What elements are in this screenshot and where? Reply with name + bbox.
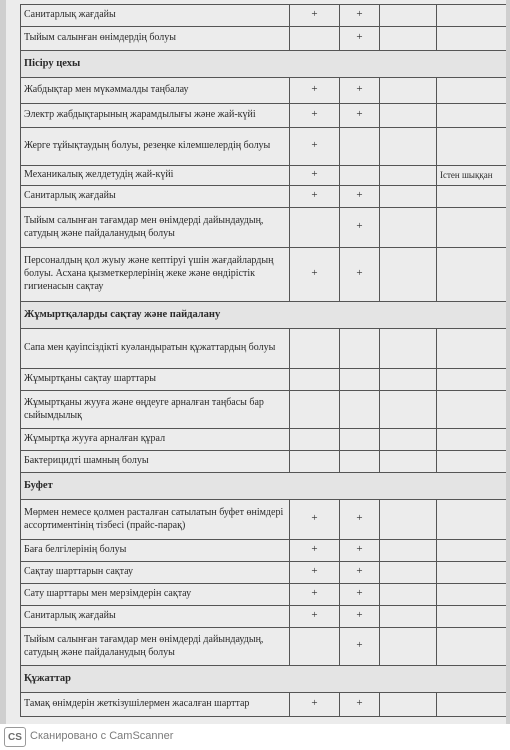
- mark-cell-1: [290, 391, 340, 429]
- mark-cell-1: [290, 369, 340, 391]
- row-label: Баға белгілерінің болуы: [21, 540, 290, 562]
- note-cell: [437, 540, 507, 562]
- section-title: Буфет: [21, 473, 507, 500]
- table-row: [21, 540, 507, 562]
- note-cell: [437, 369, 507, 391]
- note-cell: Істен шыққан: [437, 166, 507, 186]
- mark-cell-1: [290, 186, 340, 208]
- mark-cell-1: [290, 562, 340, 584]
- mark-cell-1: [290, 104, 340, 128]
- note-cell: [437, 451, 507, 473]
- table-row: [21, 693, 507, 717]
- plus-mark: +: [356, 220, 363, 233]
- mark-cell-2: [340, 391, 380, 429]
- row-label: Тыйым салынған өнімдердің болуы: [21, 27, 290, 51]
- plus-mark: +: [356, 108, 363, 121]
- mark-cell-3: [380, 369, 437, 391]
- plus-mark: +: [356, 8, 363, 21]
- plus-mark: +: [356, 543, 363, 556]
- section-header-row: [21, 302, 507, 329]
- mark-cell-2: [340, 128, 380, 166]
- mark-cell-3: [380, 628, 437, 666]
- mark-cell-1: [290, 78, 340, 104]
- table-row: [21, 500, 507, 540]
- mark-cell-1: [290, 128, 340, 166]
- row-label: Сату шарттары мен мерзімдерін сақтау: [21, 584, 290, 606]
- mark-cell-2: [340, 5, 380, 27]
- table-row: [21, 562, 507, 584]
- table-row: [21, 628, 507, 666]
- plus-mark: +: [356, 31, 363, 44]
- mark-cell-1: [290, 693, 340, 717]
- mark-cell-2: [340, 540, 380, 562]
- note-cell: [437, 5, 507, 27]
- row-label: Санитарлық жағдайы: [21, 606, 290, 628]
- note-cell: [437, 128, 507, 166]
- row-label: Сапа мен қауіпсіздікті куәландыратын құжаттардың болуы: [21, 329, 290, 369]
- plus-mark: +: [311, 565, 318, 578]
- note-cell: [437, 584, 507, 606]
- row-label: Санитарлық жағдайы: [21, 5, 290, 27]
- plus-mark: +: [356, 565, 363, 578]
- plus-mark: +: [311, 189, 318, 202]
- table-row: [21, 208, 507, 248]
- mark-cell-3: [380, 500, 437, 540]
- camscanner-logo-icon: CS: [4, 727, 26, 747]
- mark-cell-1: [290, 329, 340, 369]
- mark-cell-1: [290, 248, 340, 302]
- mark-cell-3: [380, 540, 437, 562]
- row-label: Тыйым салынған тағамдар мен өнімдерді дайындаудың, сатудың және пайдаланудың болуы: [21, 628, 290, 666]
- table-row: [21, 391, 507, 429]
- note-cell: [437, 606, 507, 628]
- mark-cell-3: [380, 208, 437, 248]
- mark-cell-1: [290, 429, 340, 451]
- mark-cell-3: [380, 128, 437, 166]
- plus-mark: +: [356, 267, 363, 280]
- scanner-footer: [0, 724, 510, 750]
- table-row: [21, 329, 507, 369]
- plus-mark: +: [356, 83, 363, 96]
- row-label: Бактерицидті шамның болуы: [21, 451, 290, 473]
- plus-mark: +: [356, 639, 363, 652]
- mark-cell-1: [290, 166, 340, 186]
- note-cell: [437, 248, 507, 302]
- section-title: Құжаттар: [21, 666, 507, 693]
- mark-cell-3: [380, 693, 437, 717]
- table-row: [21, 606, 507, 628]
- mark-cell-2: [340, 208, 380, 248]
- table-row: [21, 27, 507, 51]
- table-row: [21, 584, 507, 606]
- mark-cell-1: [290, 540, 340, 562]
- mark-cell-3: [380, 584, 437, 606]
- mark-cell-2: [340, 27, 380, 51]
- plus-mark: +: [356, 512, 363, 525]
- table-row: [21, 369, 507, 391]
- row-label: Персоналдың қол жуыу және кептіруі үшін жағдайлардың болуы. Асхана қызметкерлерінің жеке және өндірістік гигиенасын сақтау: [21, 248, 290, 302]
- plus-mark: +: [356, 697, 363, 710]
- note-cell: [437, 562, 507, 584]
- mark-cell-3: [380, 104, 437, 128]
- mark-cell-3: [380, 186, 437, 208]
- mark-cell-2: [340, 451, 380, 473]
- section-header-row: [21, 666, 507, 693]
- row-label: Жұмыртқаны жууға және өңдеуге арналған таңбасы бар сыйымдылық: [21, 391, 290, 429]
- table-row: [21, 128, 507, 166]
- plus-mark: +: [356, 587, 363, 600]
- mark-cell-3: [380, 429, 437, 451]
- note-cell: [437, 186, 507, 208]
- row-label: Санитарлық жағдайы: [21, 186, 290, 208]
- plus-mark: +: [311, 108, 318, 121]
- row-label: Жерге тұйықтаудың болуы, резеңке кілемшелердің болуы: [21, 128, 290, 166]
- mark-cell-2: [340, 500, 380, 540]
- mark-cell-2: [340, 429, 380, 451]
- table-row: [21, 451, 507, 473]
- section-title: Пісіру цехы: [21, 51, 507, 78]
- plus-mark: +: [311, 8, 318, 21]
- row-label: Сақтау шарттарын сақтау: [21, 562, 290, 584]
- mark-cell-1: [290, 606, 340, 628]
- mark-cell-2: [340, 186, 380, 208]
- mark-cell-3: [380, 166, 437, 186]
- note-cell: [437, 329, 507, 369]
- mark-cell-3: [380, 248, 437, 302]
- row-label: Тыйым салынған тағамдар мен өнімдерді дайындаудың, сатудың және пайдаланудың болуы: [21, 208, 290, 248]
- mark-cell-1: [290, 584, 340, 606]
- note-cell: [437, 391, 507, 429]
- table-row: [21, 186, 507, 208]
- section-header-row: [21, 51, 507, 78]
- table-row: [21, 5, 507, 27]
- mark-cell-2: [340, 628, 380, 666]
- table-row: [21, 166, 507, 186]
- mark-cell-2: [340, 104, 380, 128]
- note-cell: [437, 27, 507, 51]
- section-title: Жұмыртқаларды сақтау және пайдалану: [21, 302, 507, 329]
- plus-mark: +: [311, 267, 318, 280]
- mark-cell-1: [290, 27, 340, 51]
- section-header-row: [21, 473, 507, 500]
- row-label: Жұмыртқа жууға арналған құрал: [21, 429, 290, 451]
- mark-cell-3: [380, 5, 437, 27]
- mark-cell-3: [380, 391, 437, 429]
- table-row: [21, 429, 507, 451]
- mark-cell-2: [340, 369, 380, 391]
- mark-cell-1: [290, 451, 340, 473]
- mark-cell-2: [340, 562, 380, 584]
- mark-cell-1: [290, 628, 340, 666]
- note-cell: [437, 104, 507, 128]
- mark-cell-3: [380, 78, 437, 104]
- mark-cell-3: [380, 451, 437, 473]
- plus-mark: +: [311, 83, 318, 96]
- inspection-table-body: [21, 5, 507, 717]
- plus-mark: +: [311, 512, 318, 525]
- row-label: Жабдықтар мен мүкәммалды таңбалау: [21, 78, 290, 104]
- plus-mark: +: [311, 587, 318, 600]
- inspection-table: [20, 4, 506, 717]
- mark-cell-2: [340, 329, 380, 369]
- note-cell: [437, 78, 507, 104]
- mark-cell-3: [380, 562, 437, 584]
- row-label: Электр жабдықтарының жарамдылығы және жай-күйі: [21, 104, 290, 128]
- mark-cell-2: [340, 584, 380, 606]
- note-cell: [437, 208, 507, 248]
- mark-cell-2: [340, 166, 380, 186]
- row-label: Мөрмен немесе қолмен расталған сатылатын буфет өнімдері ассортиментінің тізбесі (прайс-парақ): [21, 500, 290, 540]
- table-row: [21, 248, 507, 302]
- table-row: [21, 104, 507, 128]
- plus-mark: +: [356, 609, 363, 622]
- mark-cell-2: [340, 78, 380, 104]
- mark-cell-1: [290, 500, 340, 540]
- plus-mark: +: [311, 543, 318, 556]
- row-label: Тамақ өнімдерін жеткізушілермен жасалған шарттар: [21, 693, 290, 717]
- camscanner-caption: Сканировано с CamScanner: [30, 730, 174, 742]
- plus-mark: +: [311, 697, 318, 710]
- note-cell: [437, 429, 507, 451]
- plus-mark: +: [311, 609, 318, 622]
- mark-cell-1: [290, 208, 340, 248]
- table-row: [21, 78, 507, 104]
- row-label: Жұмыртқаны сақтау шарттары: [21, 369, 290, 391]
- mark-cell-2: [340, 606, 380, 628]
- note-cell: [437, 693, 507, 717]
- row-label: Механикалық желдетудің жай-күйі: [21, 166, 290, 186]
- mark-cell-2: [340, 248, 380, 302]
- mark-cell-1: [290, 5, 340, 27]
- mark-cell-3: [380, 606, 437, 628]
- plus-mark: +: [311, 139, 318, 152]
- note-cell: [437, 500, 507, 540]
- mark-cell-3: [380, 27, 437, 51]
- mark-cell-2: [340, 693, 380, 717]
- plus-mark: +: [311, 168, 318, 181]
- mark-cell-3: [380, 329, 437, 369]
- scanned-page: [6, 0, 506, 724]
- plus-mark: +: [356, 189, 363, 202]
- note-cell: [437, 628, 507, 666]
